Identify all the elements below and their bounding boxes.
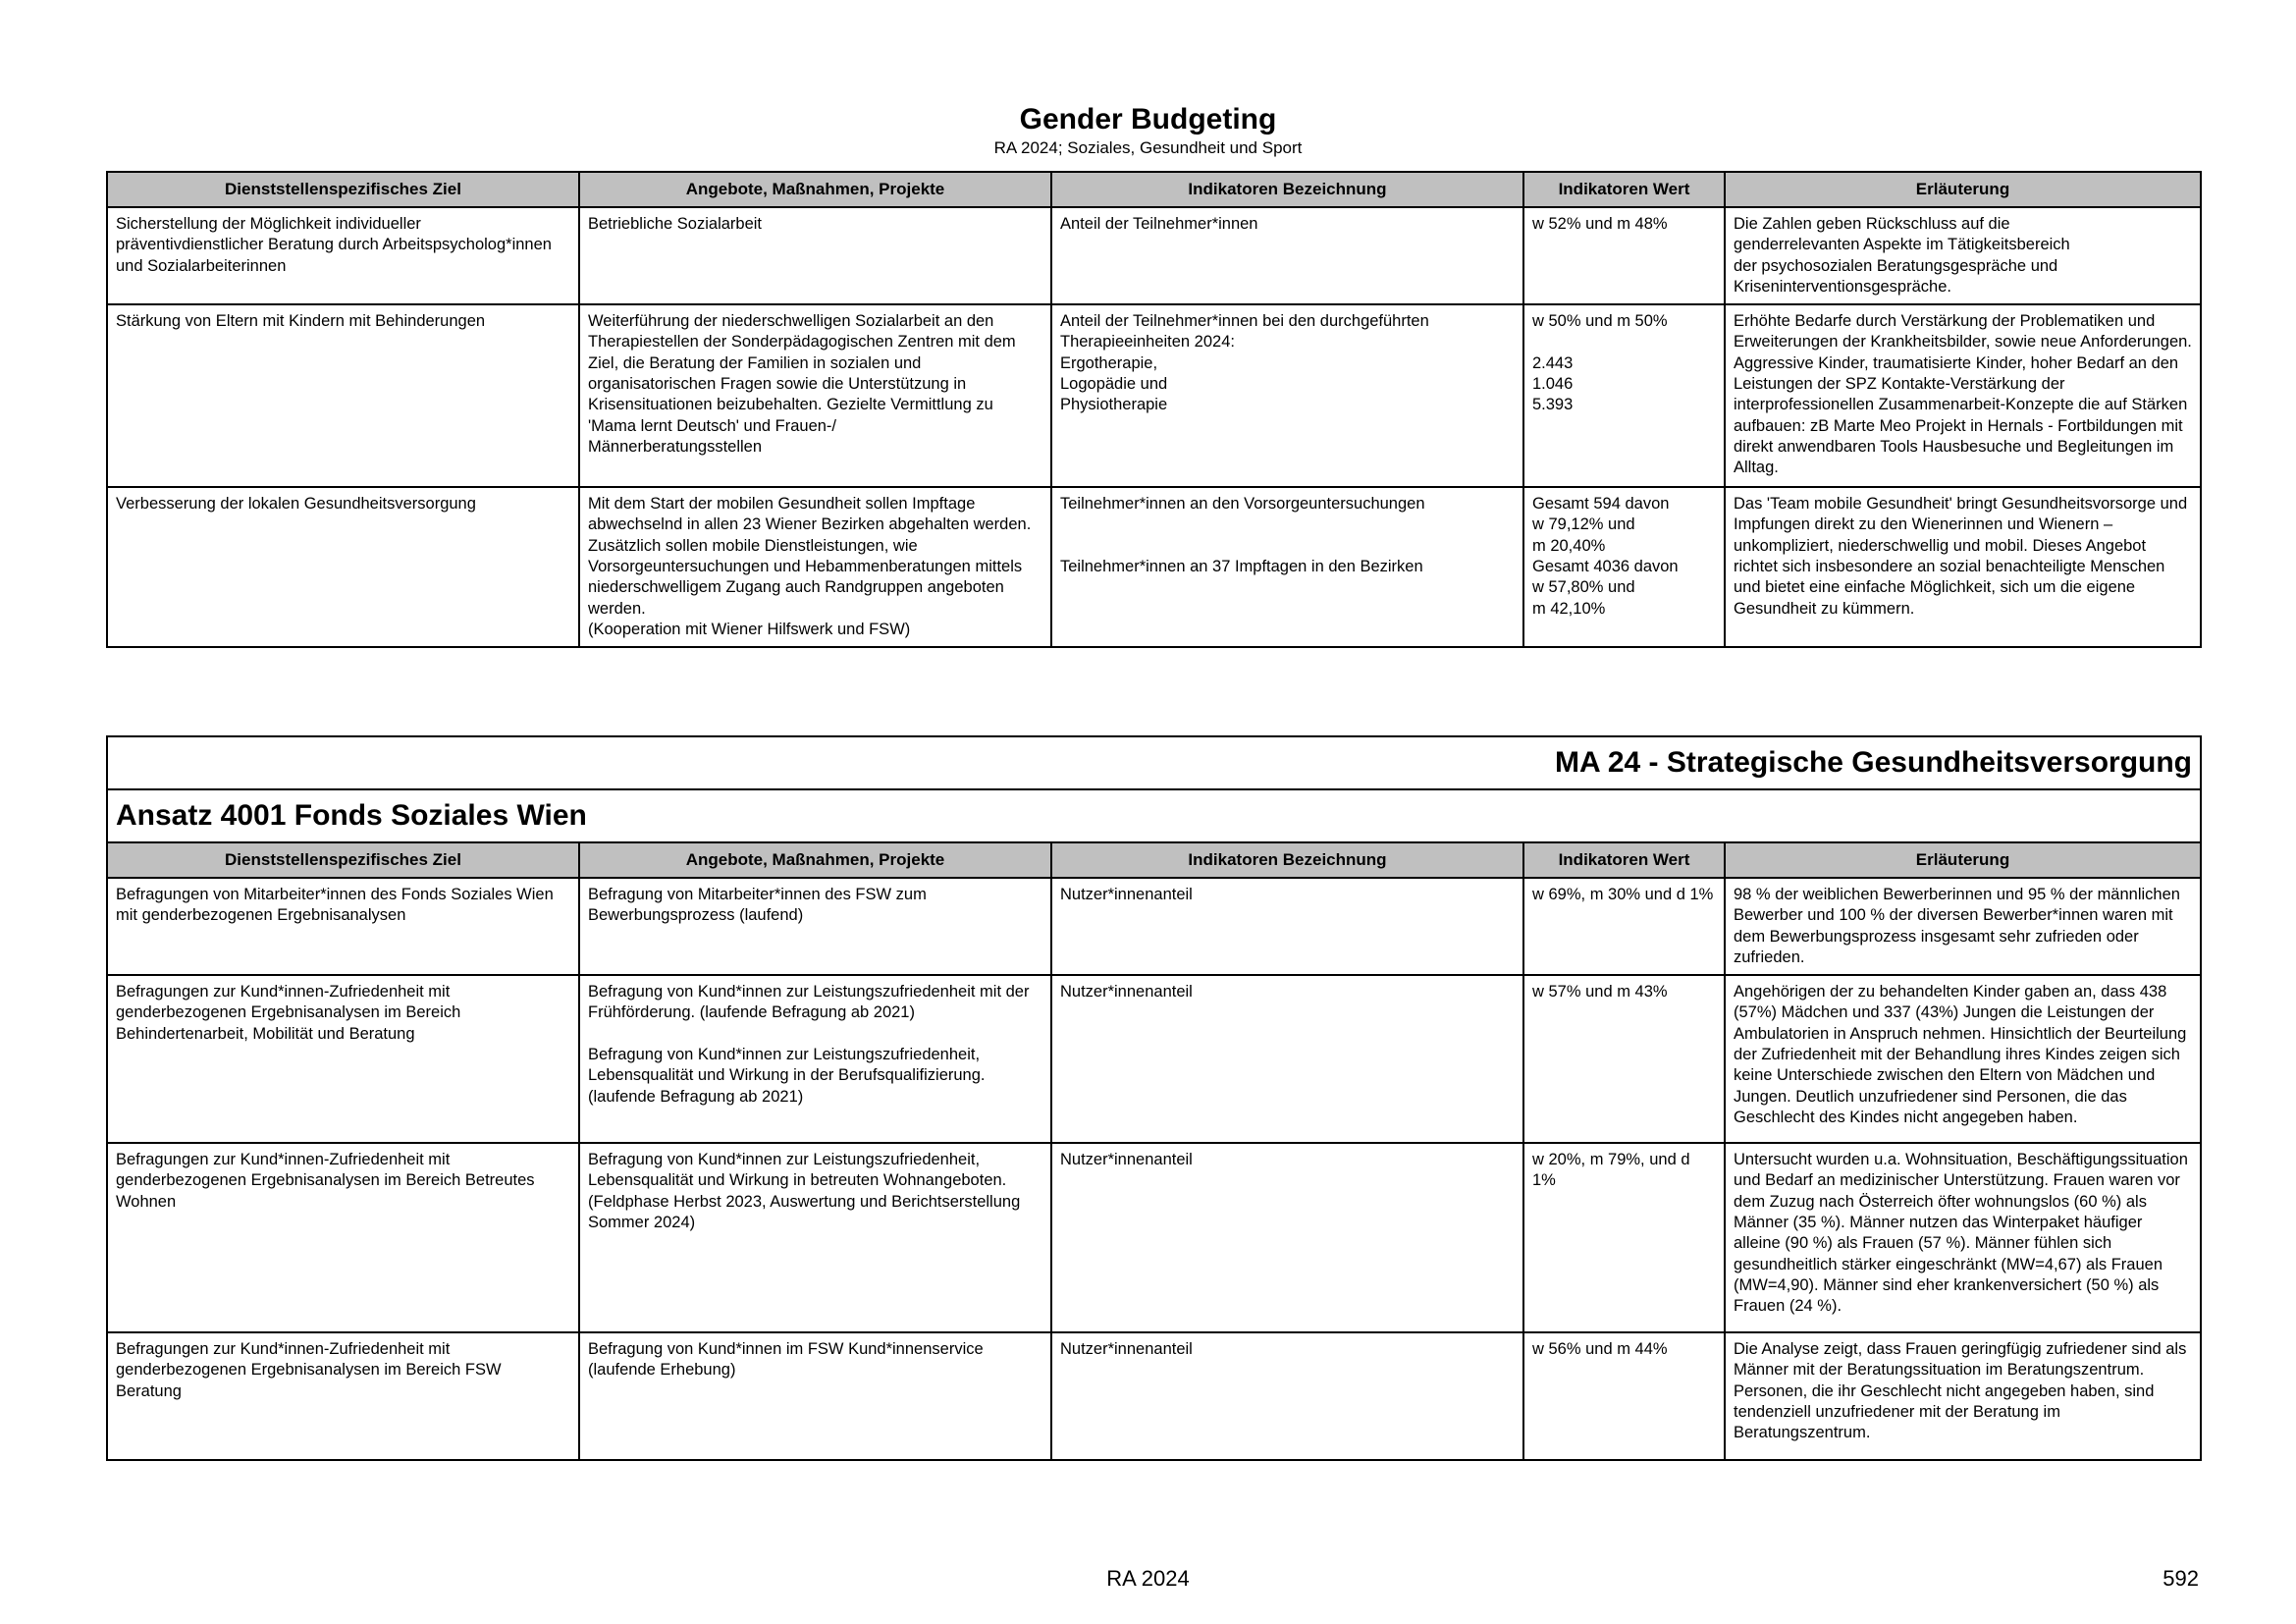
cell-wert: w 20%, m 79%, und d 1% xyxy=(1523,1143,1725,1332)
table-header-row xyxy=(107,842,2201,878)
column-header-bezeichnung: Indikatoren Bezeichnung xyxy=(1051,842,1523,878)
table-row xyxy=(107,304,2201,487)
cell-wert: w 52% und m 48% xyxy=(1523,207,1725,304)
cell-wert: w 69%, m 30% und d 1% xyxy=(1523,878,1725,975)
cell-wert: w 50% und m 50% 2.443 1.046 5.393 xyxy=(1523,304,1725,487)
cell-erlaeuterung: Die Zahlen geben Rückschluss auf die genderrelevanten Aspekte im Tätigkeitsbereich der psychosozialen Beratungsgespräche und Kriseninterventionsgespräche. xyxy=(1725,207,2201,304)
cell-ziel: Befragungen zur Kund*innen-Zufriedenheit mit genderbezogenen Ergebnisanalysen im Bereich FSW Beratung xyxy=(107,1332,579,1460)
gender-budgeting-table-1 xyxy=(106,171,2202,648)
cell-angebote: Befragung von Kund*innen zur Leistungszufriedenheit mit der Frühförderung. (laufende Befragung ab 2021) Befragung von Kund*innen zur Leistungszufriedenheit, Lebensqualität und Wirkung in der Berufsqualifizierung. (laufende Befragung ab 2021) xyxy=(579,975,1051,1143)
column-header-wert: Indikatoren Wert xyxy=(1523,172,1725,207)
ansatz-title: Ansatz 4001 Fonds Soziales Wien xyxy=(107,789,2201,842)
column-header-ziel: Dienststellenspezifisches Ziel xyxy=(107,172,579,207)
table-row xyxy=(107,1332,2201,1460)
table-row xyxy=(107,878,2201,975)
cell-wert: w 56% und m 44% xyxy=(1523,1332,1725,1460)
table-row xyxy=(107,207,2201,304)
cell-bezeichnung: Anteil der Teilnehmer*innen bei den durchgeführten Therapieeinheiten 2024: Ergotherapie, Logopädie und Physiotherapie xyxy=(1051,304,1523,487)
cell-erlaeuterung: 98 % der weiblichen Bewerberinnen und 95 % der männlichen Bewerber und 100 % der diversen Bewerber*innen waren mit dem Bewerbungsprozess insgesamt sehr zufrieden oder zufrieden. xyxy=(1725,878,2201,975)
cell-erlaeuterung: Die Analyse zeigt, dass Frauen geringfügig zufriedener sind als Männer mit der Beratungssituation im Beratungszentrum. Personen, die ihr Geschlecht nicht angegeben haben, sind tendenziell unzufriedener mit der Beratung im Beratungszentrum. xyxy=(1725,1332,2201,1460)
column-header-angebote: Angebote, Maßnahmen, Projekte xyxy=(579,172,1051,207)
cell-ziel: Sicherstellung der Möglichkeit individueller präventivdienstlicher Beratung durch Arbeitspsycholog*innen und Sozialarbeiterinnen xyxy=(107,207,579,304)
cell-bezeichnung: Anteil der Teilnehmer*innen xyxy=(1051,207,1523,304)
cell-ziel: Verbesserung der lokalen Gesundheitsversorgung xyxy=(107,487,579,647)
cell-bezeichnung: Nutzer*innenanteil xyxy=(1051,1332,1523,1460)
column-header-bezeichnung: Indikatoren Bezeichnung xyxy=(1051,172,1523,207)
cell-angebote: Befragung von Mitarbeiter*innen des FSW zum Bewerbungsprozess (laufend) xyxy=(579,878,1051,975)
cell-wert: w 57% und m 43% xyxy=(1523,975,1725,1143)
table-row xyxy=(107,1143,2201,1332)
cell-bezeichnung: Teilnehmer*innen an den Vorsorgeuntersuchungen Teilnehmer*innen an 37 Impftagen in den Bezirken xyxy=(1051,487,1523,647)
cell-angebote: Mit dem Start der mobilen Gesundheit sollen Impftage abwechselnd in allen 23 Wiener Bezirken abgehalten werden. Zusätzlich sollen mobile Dienstleistungen, wie Vorsorgeuntersuchungen und Hebammenberatungen mittels niederschwelligem Zugang auch Randgruppen angeboten werden. (Kooperation mit Wiener Hilfswerk und FSW) xyxy=(579,487,1051,647)
cell-erlaeuterung: Angehörigen der zu behandelten Kinder gaben an, dass 438 (57%) Mädchen und 337 (43%) Jungen die Leistungen der Ambulatorien in Anspruch nehmen. Hinsichtlich der Beurteilung der Zufriedenheit mit der Behandlung ihres Kindes zeigen sich keine Unterschiede zwischen den Eltern von Mädchen und Jungen. Deutlich unzufriedener sind Personen, die das Geschlecht des Kindes nicht angegeben haben. xyxy=(1725,975,2201,1143)
cell-bezeichnung: Nutzer*innenanteil xyxy=(1051,1143,1523,1332)
cell-ziel: Befragungen zur Kund*innen-Zufriedenheit mit genderbezogenen Ergebnisanalysen im Bereich Betreutes Wohnen xyxy=(107,1143,579,1332)
cell-ziel: Befragungen zur Kund*innen-Zufriedenheit mit genderbezogenen Ergebnisanalysen im Bereich Behindertenarbeit, Mobilität und Beratung xyxy=(107,975,579,1143)
cell-angebote: Befragung von Kund*innen zur Leistungszufriedenheit, Lebensqualität und Wirkung in betreuten Wohnangeboten. (Feldphase Herbst 2023, Auswertung und Berichtserstellung Sommer 2024) xyxy=(579,1143,1051,1332)
cell-erlaeuterung: Erhöhte Bedarfe durch Verstärkung der Problematiken und Erweiterungen der Krankheitsbilder, sowie neue Anforderungen. Aggressive Kinder, traumatisierte Kinder, hoher Bedarf an den Leistungen der SPZ Kontakte-Verstärkung der interprofessionellen Zusammenarbeit-Konzepte die auf Stärken aufbauen: zB Marte Meo Projekt in Hernals - Fortbildungen mit direkt anwendbaren Tools Hausbesuche und Begleitungen im Alltag. xyxy=(1725,304,2201,487)
cell-wert: Gesamt 594 davon w 79,12% und m 20,40% Gesamt 4036 davon w 57,80% und m 42,10% xyxy=(1523,487,1725,647)
column-header-angebote: Angebote, Maßnahmen, Projekte xyxy=(579,842,1051,878)
page-number: 592 xyxy=(2163,1566,2199,1591)
gender-budgeting-table-2 xyxy=(106,735,2202,1461)
footer-label: RA 2024 xyxy=(1106,1566,1190,1591)
cell-erlaeuterung: Untersucht wurden u.a. Wohnsituation, Beschäftigungssituation und Bedarf an medizinischer Unterstützung. Frauen waren vor dem Zuzug nach Österreich öfter wohnungslos (60 %) als Männer (35 %). Männer nutzen das Winterpaket häufiger alleine (90 %) als Frauen (57 %). Männer fühlen sich gesundheitlich stärker eingeschränkt (MW=4,67) als Frauen (MW=4,90). Männer sind eher krankenversichert (50 %) als Frauen (24 %). xyxy=(1725,1143,2201,1332)
cell-angebote: Befragung von Kund*innen im FSW Kund*innenservice (laufende Erhebung) xyxy=(579,1332,1051,1460)
table-row xyxy=(107,487,2201,647)
column-header-erlaeuterung: Erläuterung xyxy=(1725,842,2201,878)
section-title-row xyxy=(107,736,2201,789)
column-header-erlaeuterung: Erläuterung xyxy=(1725,172,2201,207)
cell-ziel: Stärkung von Eltern mit Kindern mit Behinderungen xyxy=(107,304,579,487)
cell-bezeichnung: Nutzer*innenanteil xyxy=(1051,878,1523,975)
table-header-row xyxy=(107,172,2201,207)
column-header-ziel: Dienststellenspezifisches Ziel xyxy=(107,842,579,878)
cell-erlaeuterung: Das 'Team mobile Gesundheit' bringt Gesundheitsvorsorge und Impfungen direkt zu den Wienerinnen und Wienern – unkompliziert, niederschwellig und mobil. Dieses Angebot richtet sich insbesondere an sozial benachteiligte Menschen und bietet eine einfache Möglichkeit, sich um die eigene Gesundheit zu kümmern. xyxy=(1725,487,2201,647)
page-title: Gender Budgeting xyxy=(1019,103,1277,135)
column-header-wert: Indikatoren Wert xyxy=(1523,842,1725,878)
cell-bezeichnung: Nutzer*innenanteil xyxy=(1051,975,1523,1143)
page-subtitle: RA 2024; Soziales, Gesundheit und Sport xyxy=(993,138,1303,157)
table-row xyxy=(107,975,2201,1143)
section-title: MA 24 - Strategische Gesundheitsversorgung xyxy=(107,736,2201,789)
cell-angebote: Betriebliche Sozialarbeit xyxy=(579,207,1051,304)
cell-angebote: Weiterführung der niederschwelligen Sozialarbeit an den Therapiestellen der Sonderpädagogischen Zentren mit dem Ziel, die Beratung der Familien in sozialen und organisatorischen Fragen sowie die Unterstützung in Krisensituationen beizubehalten. Gezielte Vermittlung zu 'Mama lernt Deutsch' und Frauen-/ Männerberatungsstellen xyxy=(579,304,1051,487)
ansatz-title-row xyxy=(107,789,2201,842)
page-header xyxy=(0,102,2296,159)
cell-ziel: Befragungen von Mitarbeiter*innen des Fonds Soziales Wien mit genderbezogenen Ergebnisanalysen xyxy=(107,878,579,975)
